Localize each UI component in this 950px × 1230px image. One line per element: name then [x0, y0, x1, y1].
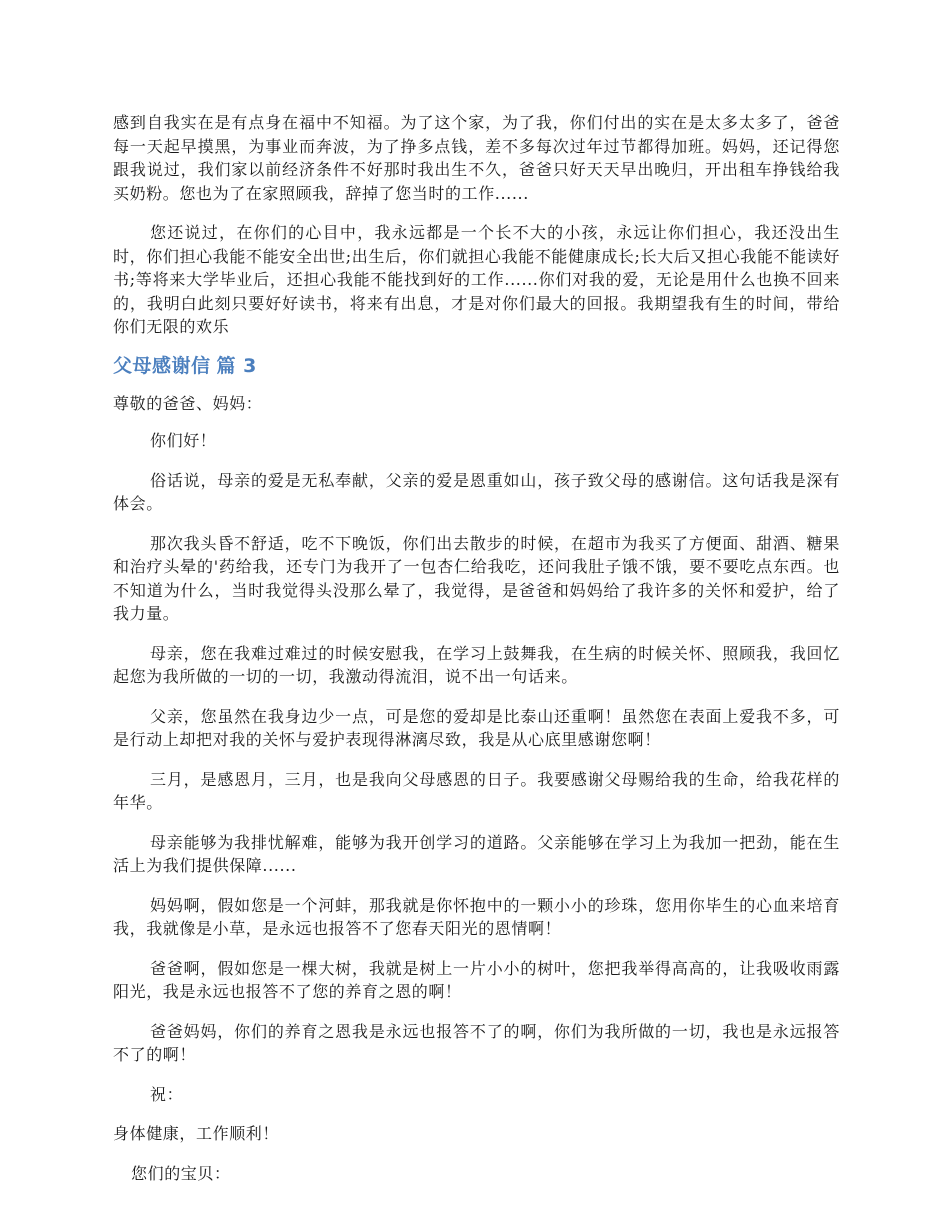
intro-paragraph: 您还说过，在你们的心目中，我永远都是一个长不大的小孩，永远让你们担心，我还没出生时，你们担心我能不能安全出世;出生后，你们就担心我能不能健康成长;长大后又担心我能不能读好书;等将来大学毕业后，还担心我能不能找到好的工作......你们对我的爱，无论是用什么也换不回来的，我明白此刻只要好好读书，将来有出息，才是对你们最大的回报。我期望我有生的时间，带给你们无限的欢乐 — [113, 223, 840, 336]
intro-paragraph: 感到自我实在是有点身在福中不知福。为了这个家，为了我，你们付出的实在是太多太多了，爸爸每一天起早摸黑，为事业而奔波，为了挣多点钱，差不多每次过年过节都得加班。妈妈，还记得您跟我说过，我们家以前经济条件不好那时我出生不久，爸爸只好天天早出晚归，开出租车挣钱给我买奶粉。您也为了在家照顾我，辞掉了您当时的工作...... — [113, 113, 840, 203]
wish-line: 身体健康，工作顺利！ — [113, 1124, 280, 1143]
body-paragraph: 那次我头昏不舒适，吃不下晚饭，你们出去散步的时候，在超市为我买了方便面、甜酒、糖果和治疗头晕的'药给我，还专门为我开了一包杏仁给我吃，还问我肚子饿不饿，要不要吃点东西。也不知道为什么，当时我觉得头没那么晕了，我觉得，是爸爸和妈妈给了我许多的关怀和爱护，给了我力量。 — [113, 533, 840, 623]
section-number: 篇 3 — [216, 354, 257, 377]
body-paragraph: 爸爸妈妈，你们的养育之恩我是永远也报答不了的啊，你们为我所做的一切，我也是永远报答不了的啊！ — [113, 1021, 840, 1064]
body-paragraph: 妈妈啊，假如您是一个河蚌，那我就是你怀抱中的一颗小小的珍珠，您用你毕生的心血来培育我，我就像是小草，是永远也报答不了您春天阳光的恩情啊！ — [113, 895, 840, 938]
signature: 您们的宝贝： — [131, 1163, 231, 1183]
section-title-text: 父母感谢信 — [113, 354, 211, 377]
body-paragraph: 俗话说，母亲的爱是无私奉献，父亲的爱是恩重如山，孩子致父母的感谢信。这句话我是深有体会。 — [113, 470, 840, 513]
body-paragraph: 母亲能够为我排忧解难，能够为我开创学习的道路。父亲能够在学习上为我加一把劲，能在生活上为我们提供保障...... — [113, 832, 840, 875]
body-paragraph: 三月，是感恩月，三月，也是我向父母感恩的日子。我要感谢父母赐给我的生命，给我花样的年华。 — [113, 769, 840, 812]
salutation: 尊敬的爸爸、妈妈： — [113, 393, 263, 413]
body-paragraph: 母亲，您在我难过难过的时候安慰我，在学习上鼓舞我，在生病的时候关怀、照顾我，我回忆起您为我所做的一切的一切，我激动得流泪，说不出一句话来。 — [113, 643, 840, 686]
document-page — [113, 111, 840, 1185]
body-paragraph: 爸爸啊，假如您是一棵大树，我就是树上一片小小的树叶，您把我举得高高的，让我吸收雨露阳光，我是永远也报答不了您的养育之恩的啊！ — [113, 958, 840, 1001]
section-title — [113, 353, 840, 379]
closing: 祝： — [150, 1084, 184, 1104]
greeting: 你们好！ — [150, 431, 217, 450]
body-paragraph: 父亲，您虽然在我身边少一点，可是您的爱却是比泰山还重啊！虽然您在表面上爱我不多，可是行动上却把对我的关怀与爱护表现得淋漓尽致，我是从心底里感谢您啊！ — [113, 706, 840, 749]
